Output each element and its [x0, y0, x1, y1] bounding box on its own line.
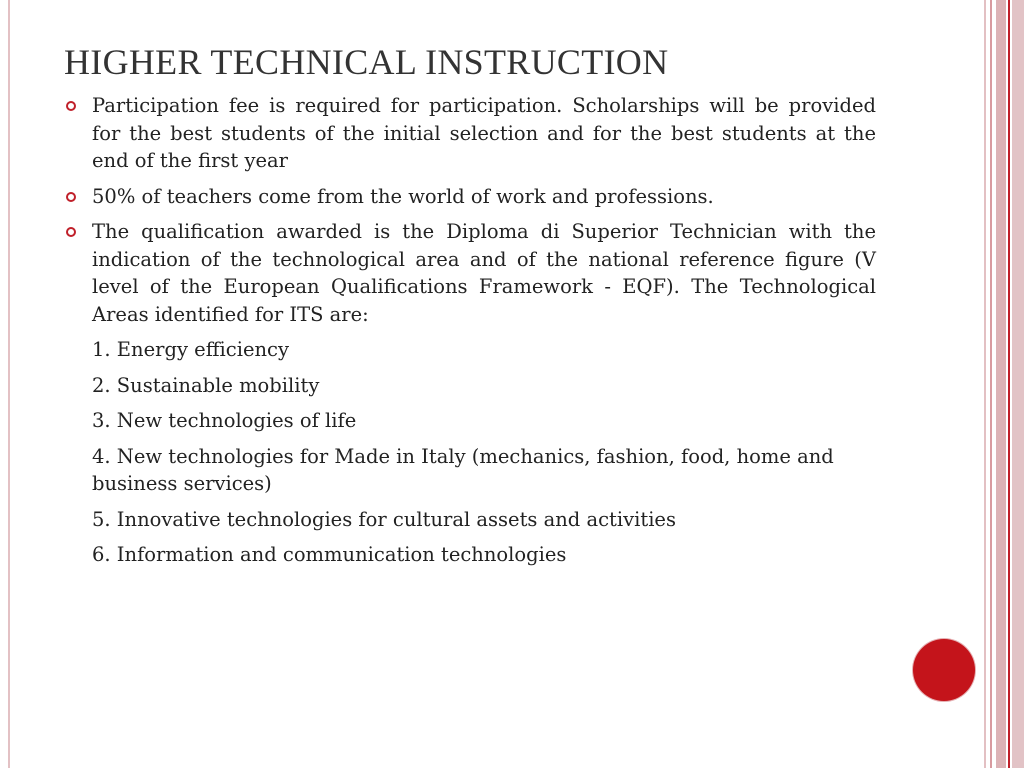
right-decorative-stripes	[984, 0, 1024, 768]
bullet-text: 50% of teachers come from the world of work and professions.	[92, 184, 714, 208]
bullet-item	[64, 218, 876, 328]
area-item: 4. New technologies for Made in Italy (mechanics, fashion, food, home and business services)	[92, 444, 834, 495]
bullet-item	[64, 183, 876, 211]
slide-title: HIGHER TECHNICAL INSTRUCTION	[64, 42, 669, 82]
area-item: 5. Innovative technologies for cultural assets and activities	[92, 507, 676, 531]
area-item: 6. Information and communication technologies	[92, 543, 567, 566]
left-border-line	[8, 0, 10, 768]
stripe	[996, 0, 1006, 768]
red-circle-decoration	[913, 639, 975, 701]
slide-content	[64, 92, 876, 577]
area-item: 2. Sustainable mobility	[92, 373, 320, 397]
bullet-circle-icon	[66, 227, 76, 237]
bullet-item	[64, 92, 876, 175]
stripe	[984, 0, 986, 768]
bullet-text: The qualification awarded is the Diploma di Superior Technician with the indication of the technological area and of the national reference figure (V level of the European Qualifications Framework - EQF). The Technological Areas identified for ITS are:	[92, 220, 876, 326]
bullet-text: Participation fee is required for participation. Scholarships will be provided for the best students of the initial selection and for the best students at the end of the first year	[92, 94, 876, 172]
area-item: 1. Energy efficiency	[92, 338, 289, 361]
bullet-circle-icon	[66, 192, 76, 202]
stripe	[1012, 0, 1024, 768]
bullet-circle-icon	[66, 101, 76, 111]
stripe-accent	[1008, 0, 1010, 768]
stripe	[990, 0, 992, 768]
area-item: 3. New technologies of life	[92, 409, 357, 432]
